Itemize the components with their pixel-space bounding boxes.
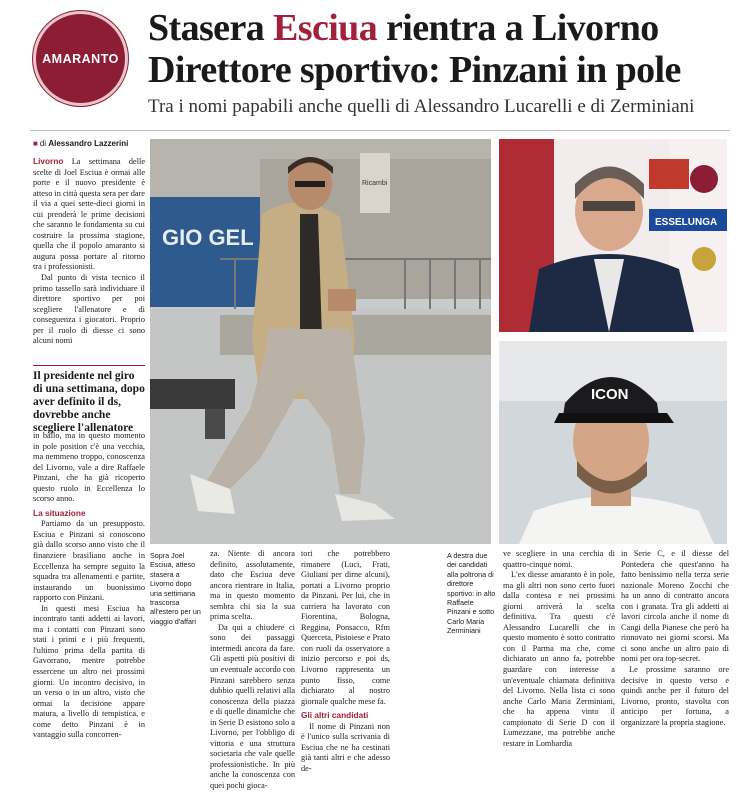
section-badge [33, 11, 128, 106]
article-column-1-bottom [33, 431, 145, 741]
cap-logo-text: ICON [591, 386, 629, 403]
paragraph: in Serie C, e il diesse del Pontedera che quest'anno ha fatto benissimo nella terza serie nazionale Moreno Zocchi che ha un anno di contratto ancora con i granata. Tra gli addetti ai lavori circola anche il nome di Cangi della Pianese che però ha rinnovato nei giorni scorsi. Ma ci sono anche un altro paio di nomi per ora top-secret. [621, 549, 729, 664]
dateline: Livorno [33, 156, 64, 166]
caption-main-photo: Sopra Joel Esciua, atteso stasera a Livorno dopo una settimana trascorsa all'estero per un viaggio d'affari [150, 551, 201, 626]
paragraph: Partiamo da un presupposto. Esciua e Pinzani si conoscono già dallo scorso anno visto che il finanziere brasiliano anche in Eccellenza ha sempre seguito la squadra tra allenamenti e partite, instaurando un buonissimo rapporto con Pinzani. [33, 519, 145, 603]
paragraph: Da qui a chiudere ci sono dei passaggi intermedi ancora da fare. Gli aspetti più positivi di un eventuale accordo con Pinzani sarebbero senza dubbio quelli relativi alla conoscenza della piazza e di quelle dinamiche che in Serie D esistono solo a Livorno, per l'obbligo di vittoria e una struttura societaria che vale quelle professionistiche. In più anche la conoscenza con quei pochi gioca- [210, 622, 295, 791]
photo-zerminiani [499, 341, 727, 544]
subhead-altri-candidati: Gli altri candidati [301, 710, 369, 721]
subhead-situazione: La situazione [33, 507, 86, 518]
photo-esciua-illustration [150, 139, 491, 544]
paragraph: in ballo, ma in questo momento in pole position c'è una vecchia, ma nemmeno troppo, conoscenza del Livorno, vale a dire Raffaele Pinzani, che ha già ricoperto questo ruolo in Eccellenza lo scorso anno. [33, 431, 145, 504]
paragraph: Le prossime saranno ore decisive in questo verso e quindi anche per il futuro del Livorno, pronto, stavolta con anticipo per fortuna, a organizzare la propria stagione. [621, 665, 729, 727]
byline: ■ di Alessandro Lazzerini [33, 139, 129, 148]
byline-author: Alessandro Lazzerini [48, 139, 129, 148]
article-column-2 [210, 549, 295, 792]
photo-esciua [150, 139, 491, 544]
paragraph: L'ex diesse amaranto è in pole, ma gli altri non sono certo fuori dalla contesa e nei prossimi giorni arriverà la scelta definitiva. Tra questi c'è Alessandro Lucarelli che in questo momento è sotto contratto con il Parma ma che, come dichiarato un anno fa, potrebbe guardare con interesse a un'eventuale chiamata definitiva del Livorno. Nella lista ci sono anche Carlo Maria Zerminiani, che ha appena vinto il campionato di Serie D con il Lumezzane, ma potrebbe anche restare in Lombardia [503, 570, 615, 748]
section-badge-label: AMARANTO [42, 51, 119, 66]
caption-side-photos: A destra due dei candidati alla poltrona di direttore sportivo: in alto Raffaele Pinzani e sotto Carlo Maria Zerminiani [447, 551, 496, 636]
headline-line-1: Stasera Esciua rientra a Livorno [148, 7, 659, 49]
header-divider [30, 130, 730, 131]
sponsor-text: ESSELUNGA [655, 217, 718, 228]
headline-accent-name: Esciua [273, 7, 378, 49]
photo-zerminiani-illustration [499, 341, 727, 544]
paragraph: za. Niente di ancora definito, assolutamente, dato che Esciua deve ancora rientrare in Italia, ma in questo momento sembra chi sia la sua prima scelta. [210, 549, 295, 622]
subheadline: Tra i nomi papabili anche quelli di Alessandro Lucarelli e di Zerminiani [148, 96, 695, 117]
article-column-3 [301, 549, 390, 774]
shop-sign-text: GIO GEL [162, 225, 254, 250]
paragraph: tori che potrebbero rimanere (Luci, Frati, Giuliani per dirne alcuni), portati a Livorno proprio da Pinzani. Per lui, che in carriera ha lavorato con Fiorentina, Bologna, Reggina, Ponsacco, Rfm Querceta, Pistoiese e Prato con ruoli da osservatore a inizio percorso e poi ds, Livorno rappresenta un punto fisso, come dichiarato al nostro giornale qualche mese fa. [301, 549, 390, 706]
article-column-4 [503, 549, 615, 749]
paragraph: Il nome di Pinzani non è l'unico sulla scrivania di Esciua che ne ha cestinati già tanti altri e che adesso de- [301, 721, 390, 773]
article-column-5 [621, 549, 729, 728]
photo-pinzani-illustration [499, 139, 727, 332]
paragraph: Livorno La settimana delle scelte di Joel Esciua è ormai alle porte e il nuovo presidente è atteso in città questa sera per dare il via a quei sette-dieci giorni in cui prenderà le prime decisioni che saranno le fondamenta su cui costruire la prossima stagione, quella che il popolo amaranto si augura possa portare al ritorno tra i professionisti. [33, 156, 145, 272]
headline-line-2: Direttore sportivo: Pinzani in pole [148, 49, 681, 91]
paragraph: Dal punto di vista tecnico il primo tassello sarà individuare il direttore sportivo per poi scegliere l'allenatore e di conseguenza i giocatori. Proprio per il ruolo di diesse ci sono alcuni nomi [33, 273, 145, 346]
article-column-1-top [33, 156, 145, 347]
photo-pinzani [499, 139, 727, 332]
paragraph: ve scegliere in una cerchia di quattro-cinque nomi. [503, 549, 615, 569]
shop-sign-2-text: Ricambi [362, 180, 388, 187]
pull-quote: Il presidente nel giro di una settimana, dopo aver definito il ds, dovrebbe anche scegliere l'allenatore [33, 365, 145, 435]
byline-marker: ■ [33, 139, 38, 148]
paragraph: In questi mesi Esciua ha incontrato tanti addetti ai lavori, ma i contatti con Pinzani sono stati i primi e i più frequenti, l'ultimo prima della partita di Gavorrano, mentre potrebbe essercene un altro nei prossimi giorni. Un incontro decisivo, in un verso o in un altro, visto che ormai la decisione appare matura, a livello di tempistica, e come detto Pinzani è in vantaggio sulla concorren- [33, 603, 145, 740]
